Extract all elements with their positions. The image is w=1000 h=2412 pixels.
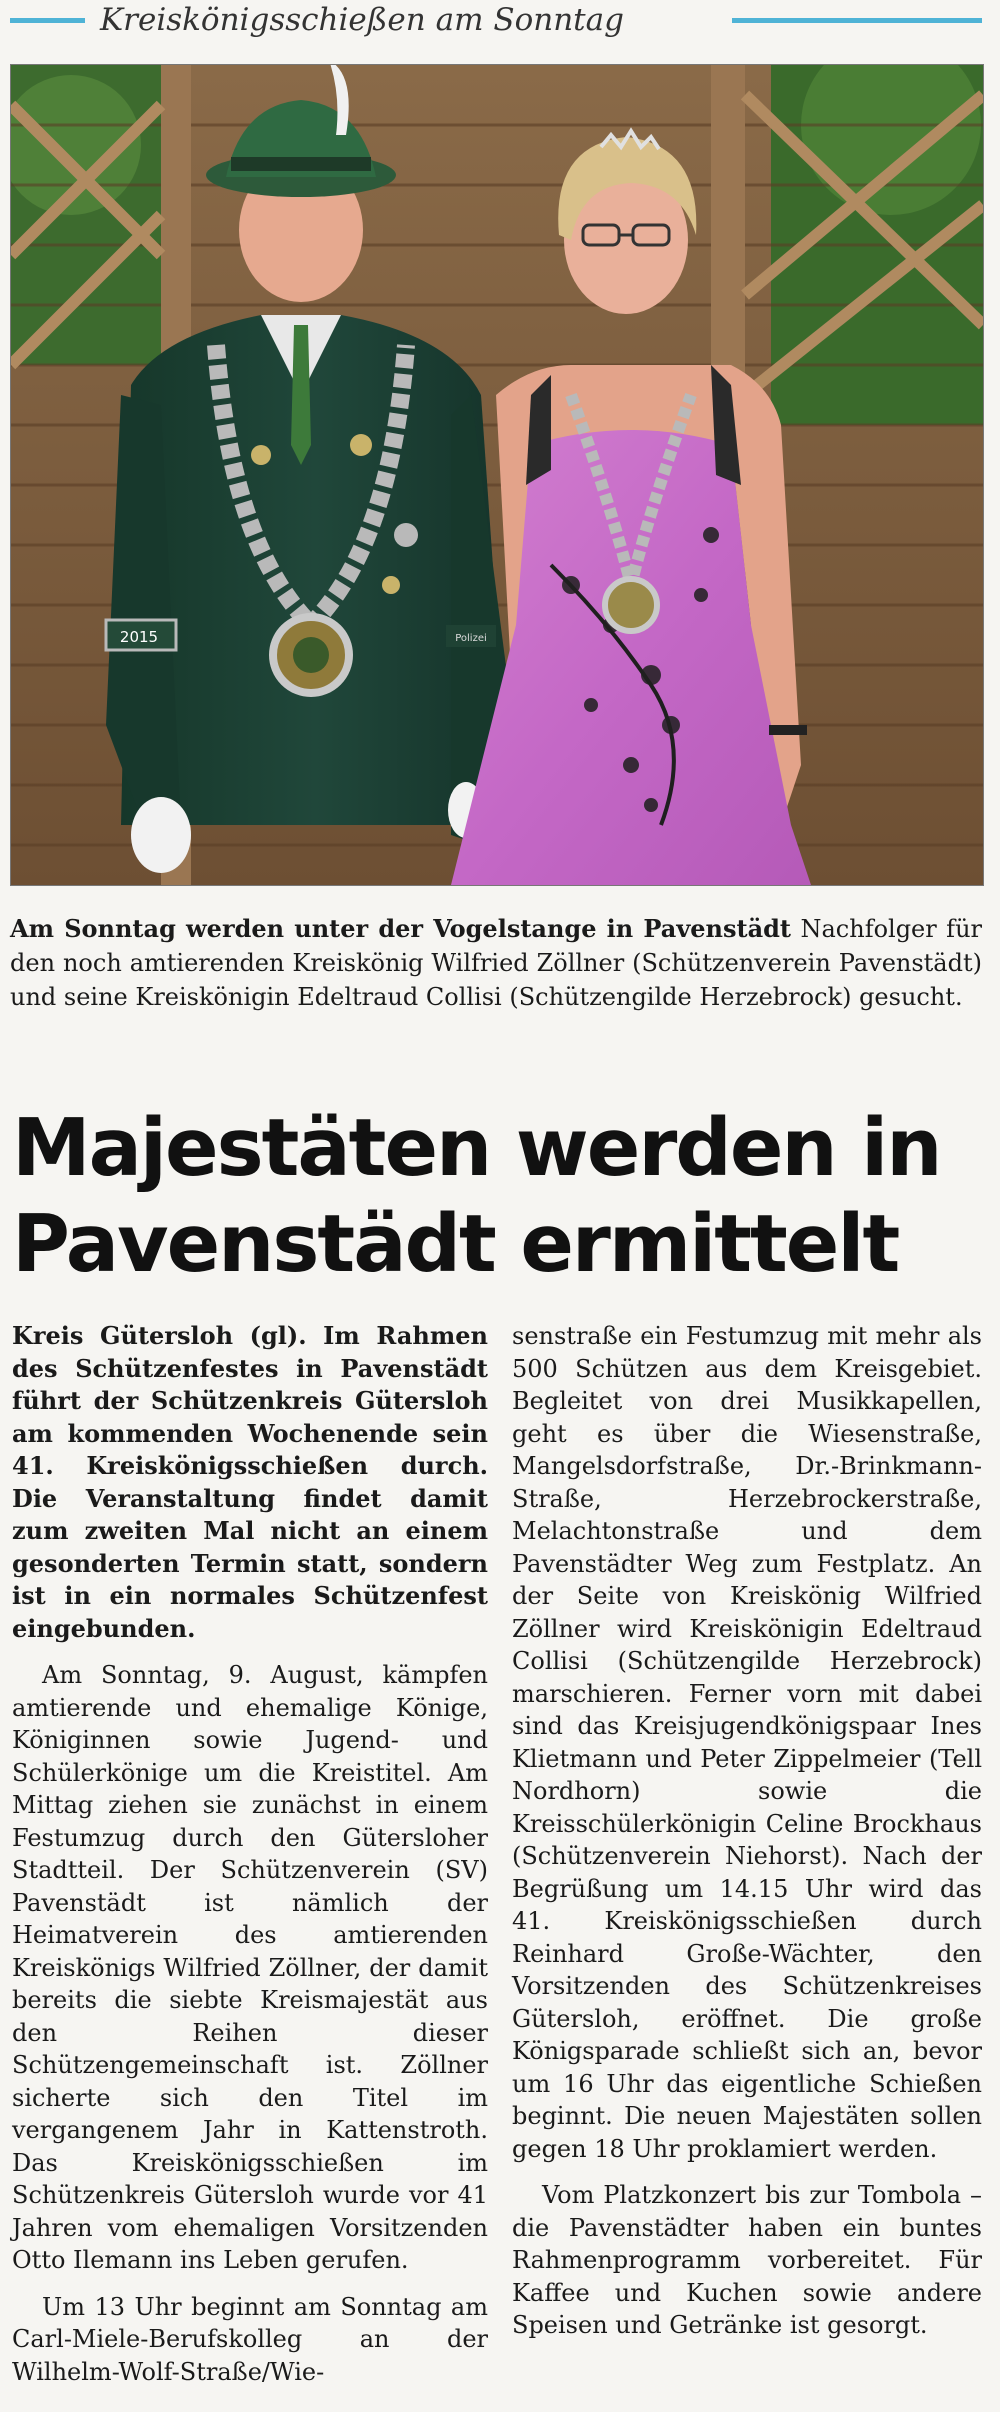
article-paragraph-2-start: Um 13 Uhr beginnt am Sonntag am Carl-Miele-Berufskolleg an der Wilhelm-Wolf-Straße/Wie- [12,2292,488,2386]
kicker-rule-right [732,18,982,23]
article-paragraph-3: Vom Platzkonzert bis zur Tombola – die Pavenstädter haben ein buntes Rahmenprogramm vorbereitet. Für Kaffee und Kuchen sowie andere Speisen und Getränke ist gesorgt. [512,2181,982,2339]
sleeve-name-tag: Polizei [455,633,487,644]
kicker-rule-left [10,18,85,23]
article-lead: Kreis Gütersloh (gl). Im Rahmen des Schützenfestes in Pavenstädt führt der Schützenkreis Gütersloh am kommenden Wochenende sein 41. Kreiskönigsschießen durch. Die Veranstaltung findet damit zum zweiten Mal nicht an einem gesonderten Termin statt, sondern ist in ein normales Schützenfest eingebunden. [12,1321,488,1643]
photo-caption [10,912,982,1014]
headline-line-1: Majestäten werden in [12,1102,941,1194]
section-kicker [0,0,1000,52]
headline-line-2: Pavenstädt ermittelt [12,1198,899,1290]
article-photo [10,64,984,886]
caption-text: Nachfolger für den noch amtierenden Kreiskönig Wilfried Zöllner (Schützenverein Pavenstädt) und seine Kreiskönigin Edeltraud Collisi (Schützengilde Herzebrock) gesucht. [10,915,982,1011]
sleeve-badge-year: 2015 [119,628,159,646]
article-paragraph-2-continued: senstraße ein Festumzug mit mehr als 500 Schützen aus dem Kreisgebiet. Begleitet von drei Musikkapellen, geht es über die Wiesenstraße, Mangelsdorfstraße, Dr.-Brinkmann-Straße, Herzebrockerstraße, Melachtonstraße und dem Pavenstädter Weg zum Festplatz. An der Seite von Kreiskönig Wilfried Zöllner wird Kreiskönigin Edeltraud Collisi (Schützengilde Herzebrock) marschieren. Ferner vorn mit dabei sind das Kreisjugendkönigspaar Ines Klietmann und Peter Zippelmeier (Tell Nordhorn) sowie die Kreisschülerkönigin Celine Brockhaus (Schützenverein Niehorst). Nach der Begrüßung um 14.15 Uhr wird das 41. Kreiskönigsschießen durch Reinhard Große-Wächter, den Vorsitzenden des Schützenkreises Gütersloh, eröffnet. Die große Königsparade schließt sich an, bevor um 16 Uhr das eigentliche Schießen beginnt. Die neuen Majestäten sollen gegen 18 Uhr proklamiert werden. [512,1322,982,2163]
kicker-text: Kreiskönigsschießen am Sonntag [100,2,624,38]
article-paragraph-1: Am Sonntag, 9. August, kämpfen amtierende und ehemalige Könige, Königinnen sowie Jugend- und Schülerkönige um die Kreistitel. Am Mittag ziehen sie zunächst in einem Festumzug durch den Gütersloher Stadtteil. Der Schützenverein (SV) Pavenstädt ist nämlich der Heimatverein des amtierenden Kreiskönigs Wilfried Zöllner, der damit bereits die siebte Kreismajestät aus den Reihen dieser Schützengemeinschaft ist. Zöllner sicherte sich den Titel im vergangenem Jahr in Kattenstroth. Das Kreiskönigsschießen im Schützenkreis Gütersloh wurde vor 41 Jahren vom ehemaligen Vorsitzenden Otto Ilemann ins Leben gerufen. [12,1661,488,2274]
article-column-left [12,1320,488,2388]
article-headline [12,1100,987,1292]
caption-lead: Am Sonntag werden unter der Vogelstange in Pavenstädt [10,914,792,943]
article-column-right [512,1320,982,2356]
